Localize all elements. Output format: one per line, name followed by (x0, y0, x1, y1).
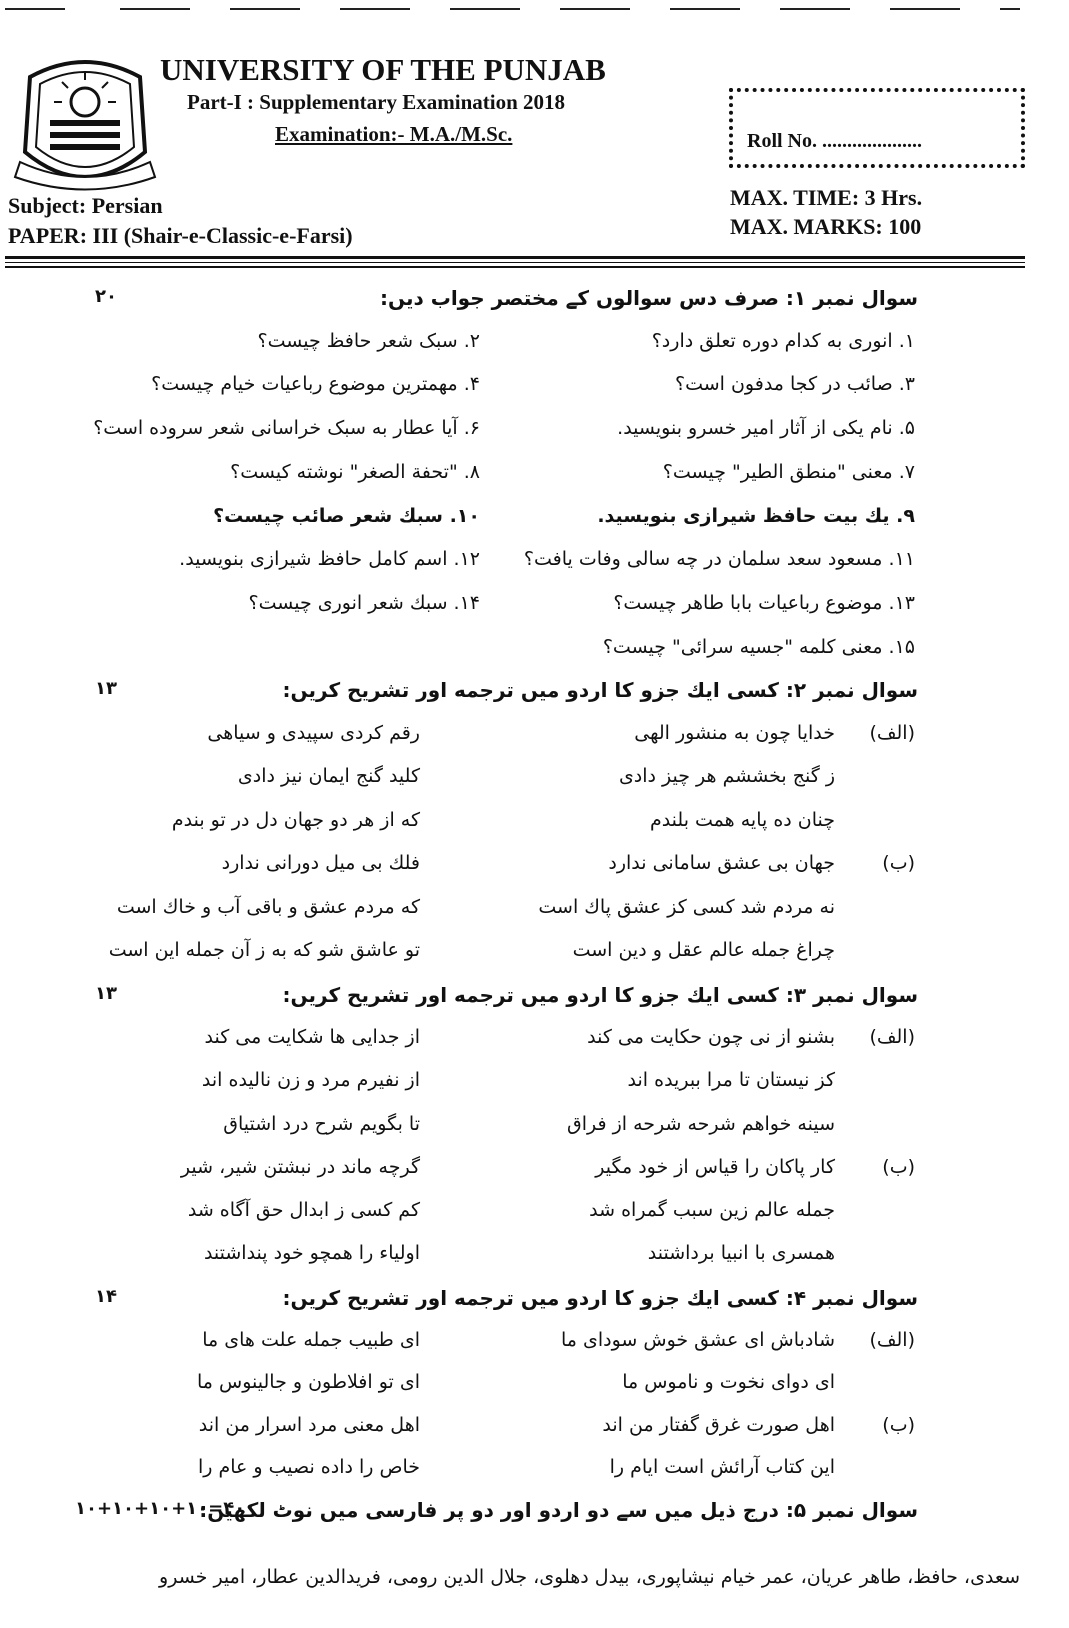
verse-hemistich-second: اهل معنی مرد اسرار من اند (198, 1413, 420, 1436)
question-item: ۱۱. مسعود سعد سلمان در چه سالی وفات یافت؟ (523, 548, 915, 571)
question-item: ۱۵. معنی کلمه "جسیه سرائی" چیست؟ (602, 635, 915, 658)
part-label: (الف) (869, 721, 915, 744)
verse-hemistich-second: از نفیرم مرد و زن نالیده اند (201, 1069, 420, 1092)
question-item: ۱۲. اسم کامل حافظ شیرازی بنویسید. (179, 548, 480, 571)
question-heading: سوال نمبر ۳: کسی ایك جزو کا اردو میں ترجمه اور تشریح کریں: (282, 983, 918, 1007)
verse-hemistich-second: کم کسی ز ابدال حق آگاه شد (187, 1199, 420, 1221)
university-logo (10, 52, 160, 192)
verse-hemistich-second: از جدایی ها شکایت می کند (204, 1026, 420, 1049)
part-label: (الف) (869, 1026, 915, 1049)
question-heading: سوال نمبر ۱: صرف دس سوالوں کے مختصر جواب دیں: (379, 286, 918, 310)
verse-hemistich-first: کار پاکان را قیاس از خود مگیر (595, 1155, 835, 1178)
university-name: UNIVERSITY OF THE PUNJAB (160, 52, 606, 87)
verse-hemistich-first: سینه خواهم شرحه شرحه از فراق (567, 1112, 835, 1135)
verse-hemistich-first: جمله عالم زین سبب گمراه شد (589, 1199, 835, 1221)
part-label: (ب) (882, 852, 915, 874)
verse-hemistich-second: ای طبیب جمله علت های ما (202, 1328, 420, 1351)
question-item: ۶. آیا عطار به سبک خراسانی شعر سروده است؟ (93, 417, 480, 440)
verse-hemistich-first: چراغ جمله عالم عقل و دین است (572, 939, 835, 961)
verse-hemistich-second: رقم کردی سپیدی و سیاهی (207, 721, 420, 744)
verse-hemistich-first: ای دوای نخوت و ناموس ما (622, 1371, 835, 1393)
verse-hemistich-second: اولیاء را همچو خود پنداشتند (203, 1242, 420, 1265)
verse-hemistich-second: ای تو افلاطون و جالینوس ما (197, 1371, 420, 1393)
verse-hemistich-first: همسری با انبیا برداشتند (647, 1242, 835, 1265)
question-marks: ۱۴ (95, 1286, 117, 1307)
verse-hemistich-second: کلید گنج ایمان نیز دادی (237, 765, 420, 787)
examination-type: Examination:- M.A./M.Sc. (275, 122, 513, 146)
scan-edge-line (120, 8, 1020, 10)
question-item: ۳. صائب در کجا مدفون است؟ (675, 373, 915, 396)
verse-hemistich-second: که از هر دو جهان دل در تو بندم (171, 808, 420, 831)
poet-list: سعدی، حافظ، طاهر عریان، عمر خیام نیشاپوری، بیدل دهلوی، جلال الدین رومی، فریدالدین عطار، امیر خسرو (159, 1566, 1020, 1588)
question-item: ۴. مهمترین موضوع رباعیات خیام چیست؟ (151, 373, 480, 396)
verse-hemistich-first: نه مردم شد کسی کز عشق پاك است (538, 895, 835, 918)
question-item: ۹. یك بیت حافظ شیرازی بنویسید. (597, 504, 915, 527)
question-heading: سوال نمبر ۴: کسی ایك جزو کا اردو میں ترجمه اور تشریح کریں: (282, 1286, 918, 1310)
verse-hemistich-first: خدایا چون به منشور الهی (634, 721, 835, 744)
exam-title: Part-I : Supplementary Examination 2018 (187, 90, 565, 114)
max-time: MAX. TIME: 3 Hrs. (730, 185, 923, 210)
question-heading: سوال نمبر ۵: درج ذیل میں سے دو اردو اور دو پر فارسی میں نوٹ لکھیں: (199, 1498, 918, 1522)
question-item: ۷. معنی "منطق الطیر" چیست؟ (662, 460, 915, 483)
question-item: ۱۳. موضوع رباعیات بابا طاهر چیست؟ (613, 591, 915, 614)
verse-hemistich-second: تا بگویم شرح درد اشتیاق (223, 1112, 420, 1135)
verse-hemistich-first: بشنو از نی چون حکایت می کند (587, 1026, 835, 1049)
divider (5, 256, 1025, 259)
verse-hemistich-second: گرچه ماند در نبشتن شیر، شیر (180, 1155, 420, 1178)
verse-hemistich-second: تو عاشق شو که به ز آن جمله این است (108, 939, 420, 961)
verse-hemistich-first: چنان ده پایه همت بلندم (649, 808, 835, 831)
roll-no-label: Roll No. .................... (747, 130, 922, 152)
verse-hemistich-first: اهل صورت غرق گفتار من اند (602, 1413, 835, 1436)
question-item: ۱. انوری به کدام دوره تعلق دارد؟ (651, 329, 915, 352)
part-label: (ب) (882, 1155, 915, 1178)
verse-hemistich-second: فلك بی میل دورانی ندارد (221, 852, 420, 874)
question-item: ۱۴. سبك شعر انوری چیست؟ (248, 591, 480, 614)
verse-hemistich-second: که مردم عشق و باقی آب و خاك است (116, 895, 420, 918)
question-item: ۵. نام یکی از آثار امیر خسرو بنویسید. (617, 417, 915, 440)
question-marks: ۱۳ (95, 983, 117, 1004)
divider (5, 266, 1025, 268)
question-marks: ۱۳ (95, 678, 117, 699)
question-item: ۱۰. سبك شعر صائب چیست؟ (213, 504, 480, 527)
verse-hemistich-first: این کتاب آرائش است ایام را (609, 1456, 835, 1478)
verse-hemistich-first: کز نیستان تا مرا ببریده اند (627, 1069, 835, 1092)
question-item: ۸. "تحفة الصغر" نوشته کیست؟ (230, 460, 480, 483)
question-marks: ۱۰+۱۰+۱۰+۱۰=۴۰ (75, 1498, 246, 1519)
part-label: (الف) (869, 1328, 915, 1351)
verse-hemistich-first: شادباش ای عشق خوش سودای ما (561, 1328, 835, 1351)
roll-no-box[interactable] (729, 88, 1025, 168)
verse-hemistich-first: جهان بی عشق سامانی ندارد (608, 852, 835, 874)
question-marks: ۲۰ (95, 286, 117, 307)
paper: PAPER: III (Shair-e-Classic-e-Farsi) (8, 223, 353, 248)
question-item: ۲. سبک شعر حافظ چیست؟ (257, 329, 480, 352)
subject: Subject: Persian (8, 193, 163, 218)
part-label: (ب) (882, 1413, 915, 1436)
max-marks: MAX. MARKS: 100 (730, 214, 922, 239)
divider (5, 262, 1025, 263)
verse-hemistich-second: خاص را داده نصیب و عام را (197, 1456, 420, 1478)
verse-hemistich-first: ز گنج بخششم هر چیز دادی (618, 765, 835, 787)
question-heading: سوال نمبر ۲: کسی ایك جزو کا اردو میں ترجمه اور تشریح کریں: (282, 678, 918, 702)
scan-edge-line (5, 8, 65, 10)
